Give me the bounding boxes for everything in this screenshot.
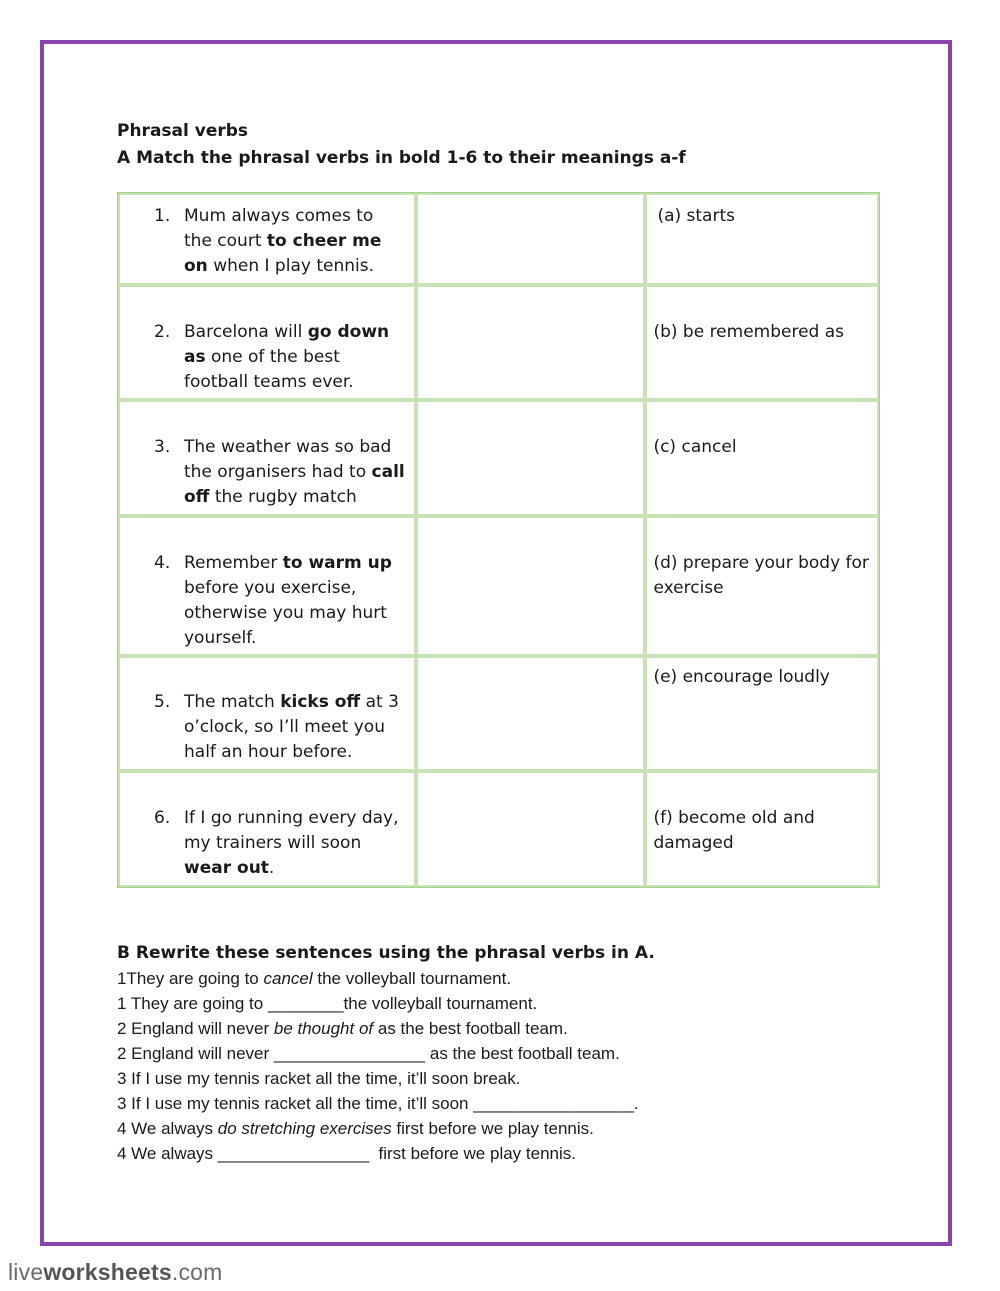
answer-cell[interactable] <box>416 516 645 656</box>
sentence-cell <box>118 400 416 516</box>
meaning-text: (a) starts <box>657 206 735 226</box>
meaning-text: (c) cancel <box>653 437 737 457</box>
original-sentence-1: 1They are going to cancel the volleyball tournament. <box>117 969 512 988</box>
meaning-cell <box>645 400 879 516</box>
sentence-text: The weather was so bad the organisers had to call off the rugby match <box>184 437 405 507</box>
sentence-cell <box>118 656 416 771</box>
item-number: 3. <box>154 437 171 457</box>
rewrite-sentence-3[interactable]: 3 If I use my tennis racket all the time, it’ll soon _________________. <box>117 1094 639 1113</box>
item-number: 2. <box>154 322 171 342</box>
sentence-text: Remember to warm up before you exercise, otherwise you may hurt yourself. <box>184 553 392 648</box>
meaning-cell <box>645 656 879 771</box>
meaning-cell <box>645 771 879 887</box>
answer-cell[interactable] <box>416 285 645 400</box>
section-b <box>117 940 877 1166</box>
instruction-a: A Match the phrasal verbs in bold 1-6 to their meanings a-f <box>117 148 686 168</box>
answer-cell[interactable] <box>416 400 645 516</box>
meaning-text: (b) be remembered as <box>653 322 845 342</box>
table-row <box>118 516 879 656</box>
answer-cell[interactable] <box>416 656 645 771</box>
item-number: 1. <box>154 206 171 226</box>
sentence-cell <box>118 516 416 656</box>
item-number: 6. <box>154 808 171 828</box>
item-number: 5. <box>154 692 171 712</box>
answer-cell[interactable] <box>416 771 645 887</box>
phrasal-verb: call off <box>184 462 405 507</box>
rewrite-sentence-1[interactable]: 1 They are going to ________the volleyball tournament. <box>117 994 538 1013</box>
liveworksheets-logo: liveworksheets.com <box>8 1259 223 1285</box>
worksheet-title: Phrasal verbs <box>117 121 249 141</box>
meaning-text: (f) become old and damaged <box>653 808 815 853</box>
sentence-cell <box>118 193 416 285</box>
rewrite-sentence-4[interactable]: 4 We always ________________ first before we play tennis. <box>117 1144 576 1163</box>
table-row <box>118 193 879 285</box>
original-sentence-2: 2 England will never be thought of as the best football team. <box>117 1019 568 1038</box>
rewrite-sentence-2[interactable]: 2 England will never ________________ as the best football team. <box>117 1044 620 1063</box>
sentence-text: Mum always comes to the court to cheer me on when I play tennis. <box>184 206 382 276</box>
meaning-text: (e) encourage loudly <box>653 667 830 687</box>
table-row <box>118 400 879 516</box>
sentence-cell <box>118 285 416 400</box>
phrasal-verb: to cheer me on <box>184 231 382 276</box>
sentence-text: If I go running every day, my trainers will soon wear out. <box>184 808 399 878</box>
table-row <box>118 771 879 887</box>
phrasal-verb: kicks off <box>280 692 361 712</box>
answer-cell[interactable] <box>416 193 645 285</box>
matching-table <box>117 192 880 888</box>
sentence-text: Barcelona will go down as one of the best football teams ever. <box>184 322 390 392</box>
meaning-text: (d) prepare your body for exercise <box>653 553 869 598</box>
meaning-cell <box>645 193 879 285</box>
phrasal-verb: wear out <box>184 858 269 878</box>
phrasal-verb: go down as <box>184 322 390 367</box>
original-sentence-4: 4 We always do stretching exercises first before we play tennis. <box>117 1119 594 1138</box>
table-row <box>118 656 879 771</box>
sentence-cell <box>118 771 416 887</box>
original-sentence-3: 3 If I use my tennis racket all the time, it’ll soon break. <box>117 1069 521 1088</box>
meaning-cell <box>645 516 879 656</box>
meaning-cell <box>645 285 879 400</box>
table-row <box>118 285 879 400</box>
sentence-text: The match kicks off at 3 o’clock, so I’ll meet you half an hour before. <box>184 692 399 762</box>
instruction-b: B Rewrite these sentences using the phrasal verbs in A. <box>117 943 655 963</box>
phrasal-verb: to warm up <box>282 553 392 573</box>
item-number: 4. <box>154 553 171 573</box>
